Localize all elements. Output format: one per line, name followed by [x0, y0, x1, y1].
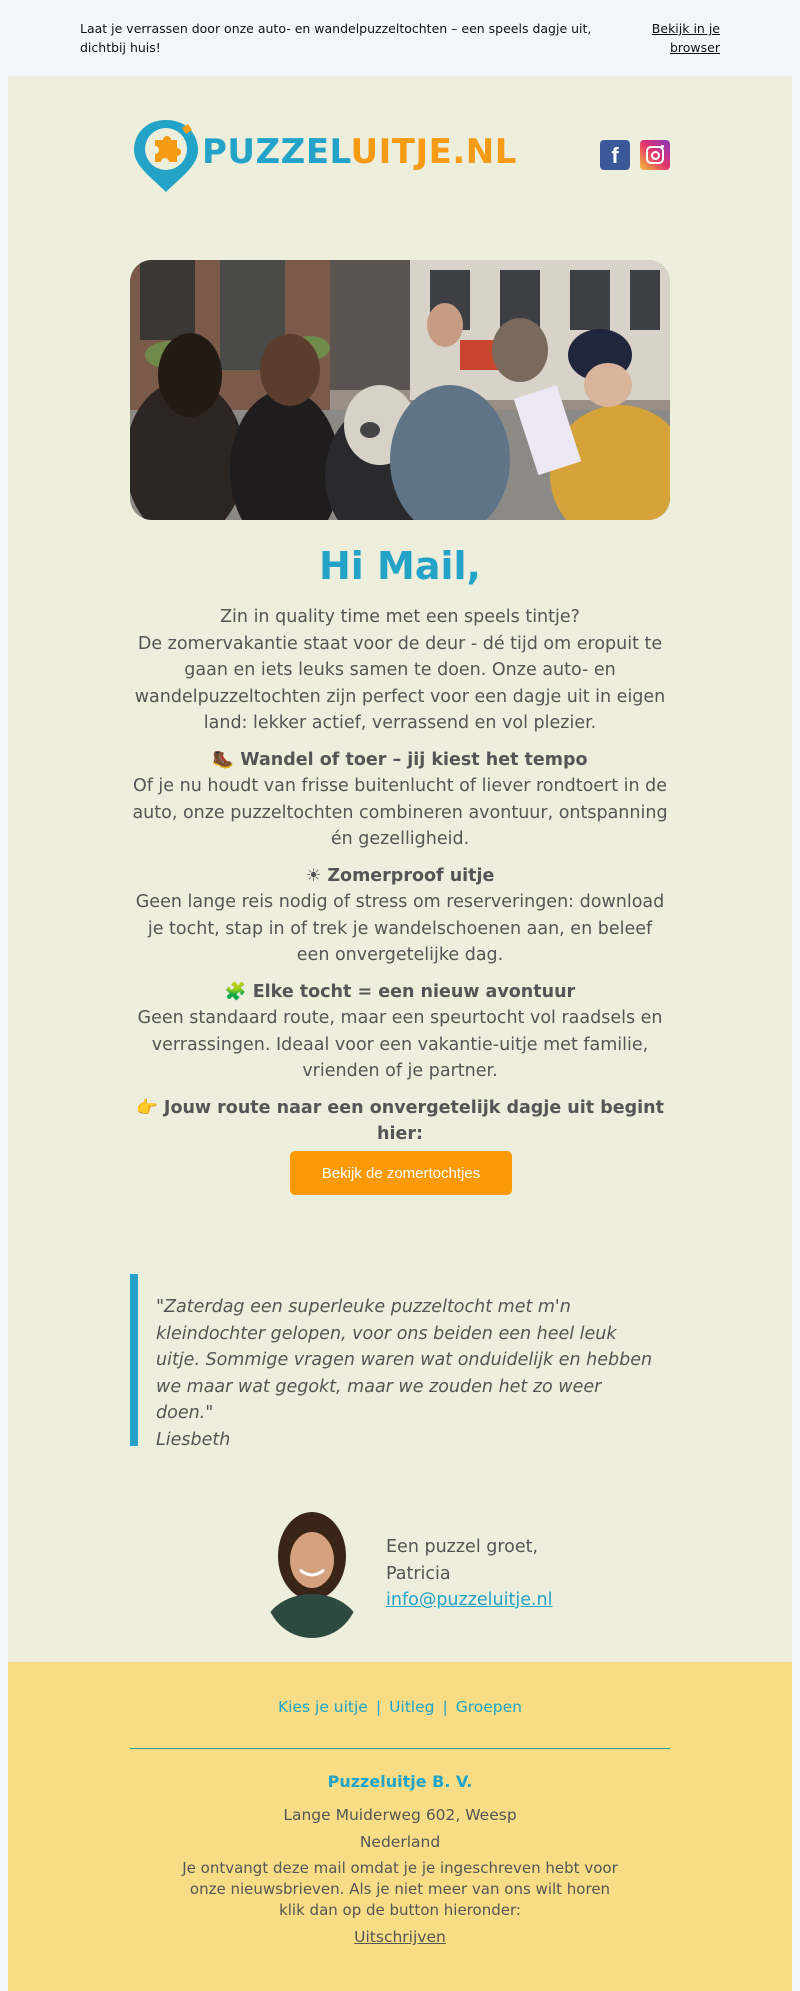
preheader-text: Laat je verrassen door onze auto- en wandelpuzzeltochten – een speels dagje uit, dichtbij huis! [80, 21, 592, 55]
avatar-illustration [266, 1508, 358, 1638]
intro-lead: Zin in quality time met een speels tintje? [220, 607, 580, 627]
footer-separator: | [442, 1698, 448, 1716]
facebook-icon[interactable]: f [600, 140, 630, 170]
signoff-name: Patricia [386, 1563, 451, 1584]
quote-author: Liesbeth [156, 1429, 231, 1450]
brand-logo[interactable] [130, 118, 517, 194]
final-heading: 👉 Jouw route naar een onvergetelijk dagje uit begint hier: [136, 1097, 664, 1144]
section-text: Of je nu houdt van frisse buitenlucht of liever rondtoert in de auto, onze puzzeltochten combineren avontuur, ontspanning én gezelligheid. [132, 776, 668, 849]
intro-text: De zomervakantie staat voor de deur - dé tijd om eropuit te gaan en iets leuks samen te doen. Onze auto- en wandelpuzzeltochten zijn perfect voor een dagje uit in eigen land: lekker actief, verrassend en vol plezier. [134, 633, 666, 733]
greeting-heading: Hi Mail, [318, 544, 481, 588]
instagram-icon[interactable] [640, 140, 670, 170]
unsubscribe-link[interactable]: Uitschrijven [354, 1928, 446, 1946]
company-address [8, 1802, 792, 1856]
brand-name-part1: PUZZEL [202, 132, 351, 172]
hero-photo [130, 260, 670, 520]
signoff [386, 1534, 626, 1614]
section-heading: 🥾 Wandel of toer – jij kiest het tempo [212, 749, 588, 770]
email-body [8, 76, 792, 1662]
avatar [266, 1508, 358, 1638]
testimonial-quote [130, 1274, 678, 1450]
quote-text: "Zaterdag een superleuke puzzeltocht met m'n kleindochter gelopen, voor ons beiden een heel leuk uitje. Sommige vragen waren wat onduidelijk en hebben we maar wat gegokt, maar we zouden het zo weer doen." [156, 1297, 653, 1423]
footer-separator: | [375, 1698, 382, 1716]
section-text: Geen lange reis nodig of stress om reserveringen: download je tocht, stap in of trek je wandelschoenen aan, en beleef een onvergetelijke dag. [135, 892, 665, 965]
view-in-browser-link[interactable]: Bekijk in je browser [651, 21, 720, 55]
brand-name [202, 132, 517, 172]
newsletter-content [130, 604, 670, 1148]
email-link[interactable]: info@puzzeluitje.nl [386, 1590, 553, 1610]
map-pin-puzzle-icon [130, 118, 202, 194]
country-line: Nederland [359, 1833, 441, 1851]
footer-divider [130, 1748, 670, 1749]
company-name: Puzzeluitje B. V. [327, 1772, 473, 1791]
footer-nav [8, 1698, 792, 1716]
footer-link-uitleg[interactable]: Uitleg [389, 1698, 435, 1716]
subscription-note: Je ontvangt deze mail omdat je je ingeschreven hebt voor onze nieuwsbrieven. Als je niet meer van ons wilt horen klik dan op de button hieronder: [182, 1859, 618, 1919]
hero-photo-illustration [130, 260, 670, 520]
footer [8, 1662, 792, 1991]
preheader [0, 0, 800, 76]
section-heading: 🧩 Elke tocht = een nieuw avontuur [224, 981, 576, 1002]
section-text: Geen standaard route, maar een speurtocht vol raadsels en verrassingen. Ideaal voor een vakantie-uitje met familie, vrienden of je partner. [137, 1008, 663, 1081]
view-summer-tours-button[interactable]: Bekijk de zomertochtjes [290, 1151, 512, 1195]
brand-name-part2: UITJE.NL [350, 132, 517, 172]
section-heading: ☀ Zomerproof uitje [305, 865, 495, 886]
footer-link-groepen[interactable]: Groepen [455, 1698, 522, 1716]
address-line: Lange Muiderweg 602, Weesp [283, 1806, 517, 1824]
signoff-greeting: Een puzzel groet, [386, 1537, 539, 1557]
footer-link-kies-je-uitje[interactable]: Kies je uitje [278, 1698, 368, 1716]
